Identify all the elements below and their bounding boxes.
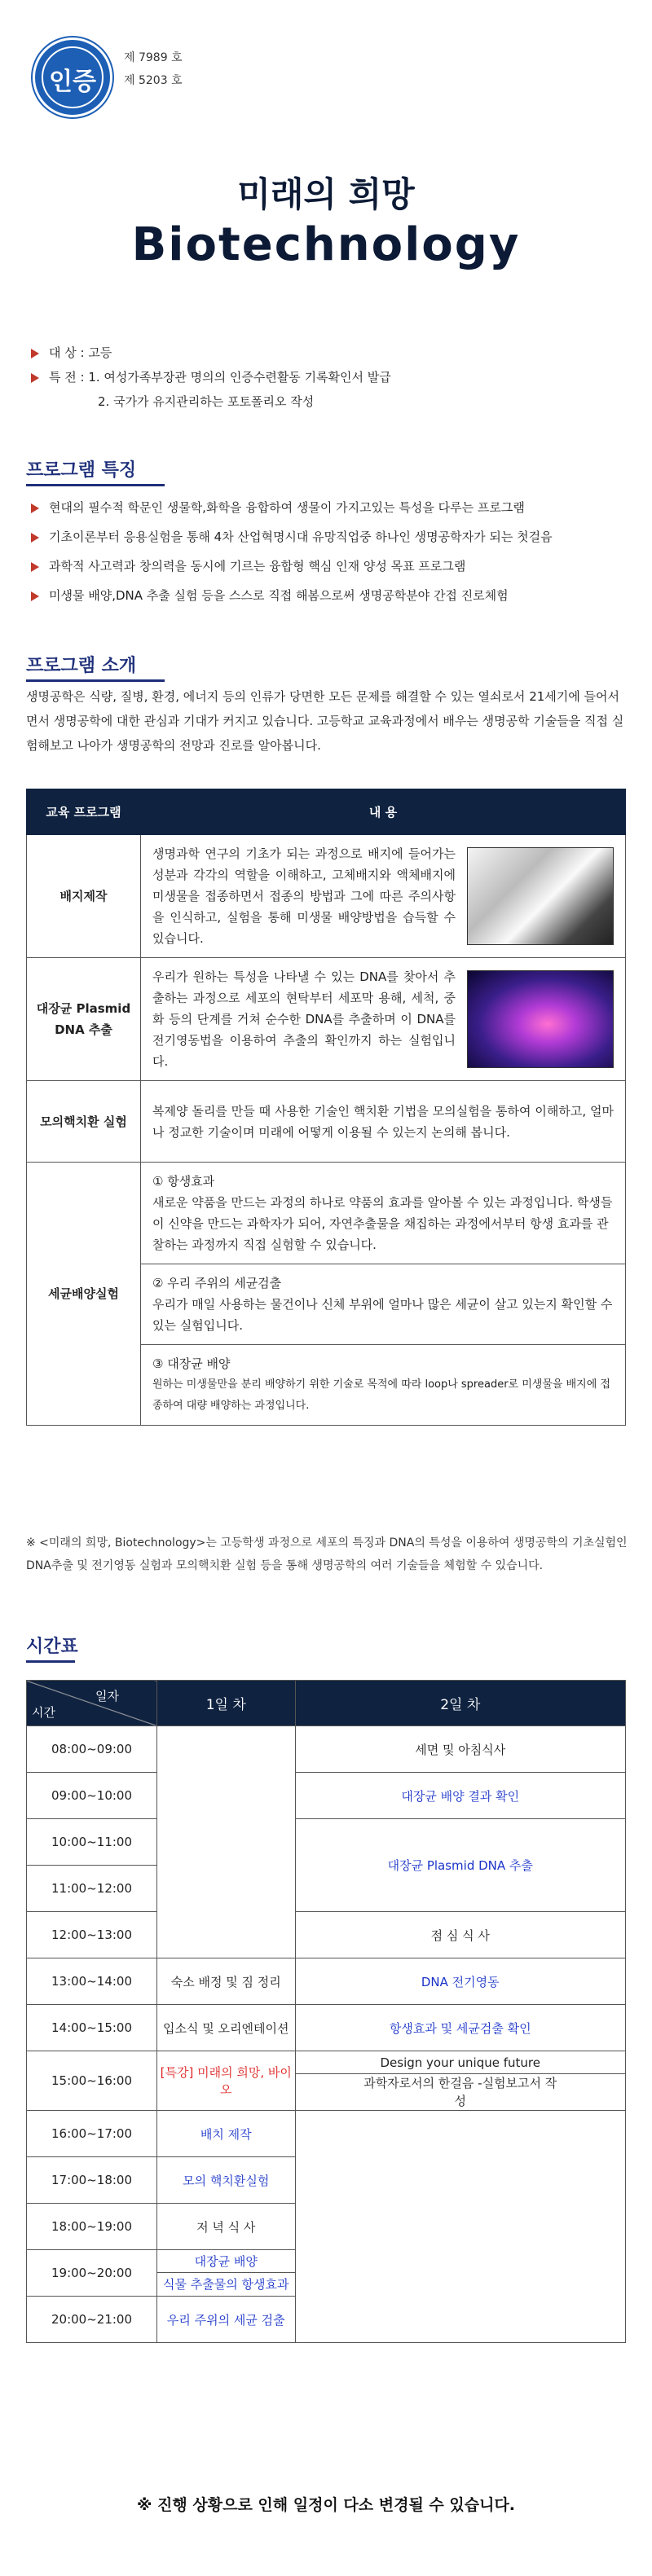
day2-lunch: 점 심 식 사 xyxy=(295,1912,626,1958)
time-cell: 10:00~11:00 xyxy=(27,1819,157,1866)
sub-program xyxy=(141,1163,625,1264)
program-name: 모의핵치환 실험 xyxy=(27,1081,141,1163)
program-name: 대장균 Plasmid DNA 추출 xyxy=(27,958,141,1081)
bullet-triangle-icon xyxy=(31,349,39,358)
schedule-table xyxy=(26,1680,626,2343)
schedule-corner: 일자 시간 xyxy=(27,1681,157,1726)
table-row xyxy=(27,1773,626,1819)
day1-arrival: 숙소 배정 및 짐 정리 xyxy=(157,1958,296,2005)
cert-number-2: 제 5203 호 xyxy=(124,74,183,87)
time-cell: 18:00~19:00 xyxy=(27,2204,157,2250)
day2-empty xyxy=(295,2111,626,2343)
title-korean: 미래의 희망 xyxy=(237,174,415,214)
table-row xyxy=(27,958,626,1081)
sub-program-desc: 우리가 매일 사용하는 물건이나 신체 부위에 얼마나 많은 세균이 살고 있는지 확인할 수 있는 실험입니다. xyxy=(152,1297,613,1333)
bullet-triangle-icon xyxy=(31,562,39,572)
day1-bacteria: 우리 주위의 세균 검출 xyxy=(157,2297,296,2343)
feature-item: 현대의 필수적 학문인 생물학,화학을 융합하여 생물이 가지고있는 특성을 다루는 프로그램 xyxy=(31,499,525,516)
program-table xyxy=(26,789,626,1426)
sub-program-desc: 새로운 약품을 만드는 과정의 하나로 약품의 효과를 알아볼 수 있는 과정입니다. 학생들이 신약을 만드는 과학자가 되어, 자연추출물을 채집하는 과정에서부터 항생 효과를 관찰하는 과정까지 직접 실험할 수 있습니다. xyxy=(152,1195,613,1252)
table-row xyxy=(27,1912,626,1958)
table-row xyxy=(27,2051,626,2111)
table-row xyxy=(27,1958,626,2005)
electrophoresis-photo xyxy=(467,970,614,1068)
day1-nuclear: 모의 핵치환실험 xyxy=(157,2157,296,2204)
feature-item: 미생물 배양,DNA 추출 실험 등을 스스로 직접 해봄으로써 생명공학분야 간접 진로체험 xyxy=(31,587,509,604)
program-desc: 우리가 원하는 특성을 나타낼 수 있는 DNA를 찾아서 추출하는 과정으로 세포의 현탁부터 세포막 용해, 세척, 중화 등의 단계를 거쳐 순수한 DNA를 추출하며 이 DNA를 전기영동법을 이용하여 추출의 확인까지 하는 실험입니다. xyxy=(152,969,456,1069)
table-row xyxy=(27,1163,626,1426)
sub-program-desc: 원하는 미생물만을 분리 배양하기 위한 기술로 목적에 따라 loop나 spreader로 미생물을 배지에 접종하여 대량 배양하는 과정입니다. xyxy=(152,1378,610,1412)
day2-result: 대장균 배양 결과 확인 xyxy=(295,1773,626,1819)
table-row xyxy=(27,835,626,958)
program-name: 세균배양실험 xyxy=(27,1163,141,1426)
time-cell: 20:00~21:00 xyxy=(27,2297,157,2343)
feature-item: 기초이론부터 응용실험을 통해 4차 산업혁명시대 유망직업중 하나인 생명공학자가 되는 첫걸음 xyxy=(31,528,553,545)
day1-header: 1일 차 xyxy=(157,1681,296,1726)
day2-future: Design your unique future xyxy=(296,2051,626,2074)
sub-program-title: ① 항생효과 xyxy=(152,1174,215,1189)
day1-media: 배치 제작 xyxy=(157,2111,296,2157)
day2-header: 2일 차 xyxy=(295,1681,626,1726)
time-cell: 17:00~18:00 xyxy=(27,2157,157,2204)
features-heading: 프로그램 특징 xyxy=(26,456,136,481)
footer-note: ※ 진행 상황으로 인해 일정이 다소 변경될 수 있습니다. xyxy=(136,2496,516,2514)
day2-electro: DNA 전기영동 xyxy=(295,1958,626,2005)
sub-program xyxy=(141,1264,625,1345)
time-cell: 13:00~14:00 xyxy=(27,1958,157,2005)
time-cell: 19:00~20:00 xyxy=(27,2250,157,2297)
heading-underline xyxy=(26,1660,75,1663)
info-special-2: 2. 국가가 유지관리하는 포토폴리오 작성 xyxy=(98,394,315,409)
day2-report: 과학자로서의 한걸음 -실험보고서 작성 xyxy=(363,2076,557,2108)
table-row xyxy=(27,1819,626,1866)
feature-item: 과학적 사고력과 창의력을 동시에 기르는 융합형 핵심 인재 양성 목표 프로그램 xyxy=(31,557,465,574)
time-cell: 15:00~16:00 xyxy=(27,2051,157,2111)
intro-heading: 프로그램 소개 xyxy=(26,652,136,677)
day1-empty xyxy=(157,1726,296,1958)
sub-program xyxy=(141,1345,625,1425)
program-note: ※ <미래의 희망, Biotechnology>는 고등학생 과정으로 세포의 특징과 DNA의 특성을 이용하여 생명공학의 기초실험인 DNA추출 및 전기영동 실험과 모의핵치환 실험 등을 통해 생명공학의 여러 기술들을 체험할 수 있습니다. xyxy=(26,1536,628,1572)
time-cell: 08:00~09:00 xyxy=(27,1726,157,1773)
time-cell: 11:00~12:00 xyxy=(27,1866,157,1912)
table-row xyxy=(27,2111,626,2157)
day2-plasmid: 대장균 Plasmid DNA 추출 xyxy=(295,1819,626,1912)
day1-ecoli: 대장균 배양 xyxy=(157,2250,295,2273)
day1-orientation: 입소식 및 오리엔테이션 xyxy=(157,2005,296,2051)
sub-program-title: ② 우리 주위의 세균검출 xyxy=(152,1276,282,1290)
certification-logo xyxy=(33,37,112,117)
info-target: 대 상 : 고등 xyxy=(31,344,112,361)
lab-photo xyxy=(467,847,614,945)
bullet-triangle-icon xyxy=(31,533,39,543)
heading-underline xyxy=(26,679,165,682)
program-desc: 생명과학 연구의 기초가 되는 과정으로 배지에 들어가는 성분과 각각의 역할을 이해하고, 고체배지와 액체배지에 미생물을 접종하면서 접종의 방법과 그에 따른 주의사항을 인식하고, 실험을 통해 미생물 배양방법을 습득할 수 있습니다. xyxy=(152,846,456,946)
info-special-1: 특 전 : 1. 여성가족부장관 명의의 인증수련활동 기록확인서 발급 xyxy=(31,368,391,385)
program-header-name: 교육 프로그램 xyxy=(27,789,141,835)
schedule-heading: 시간표 xyxy=(26,1633,78,1658)
day2-wash: 세면 및 아침식사 xyxy=(295,1726,626,1773)
title-english: Biotechnology xyxy=(131,218,521,271)
bullet-triangle-icon xyxy=(31,503,39,513)
bullet-triangle-icon xyxy=(31,591,39,601)
day2-check: 항생효과 및 세균검출 확인 xyxy=(295,2005,626,2051)
table-row xyxy=(27,1081,626,1163)
program-name: 배지제작 xyxy=(27,835,141,958)
time-cell: 16:00~17:00 xyxy=(27,2111,157,2157)
program-header-content: 내 용 xyxy=(141,789,626,835)
time-cell: 09:00~10:00 xyxy=(27,1773,157,1819)
day1-dinner: 저 녁 식 사 xyxy=(157,2204,296,2250)
cert-number-1: 제 7989 호 xyxy=(124,51,183,64)
intro-text: 생명공학은 식량, 질병, 환경, 에너지 등의 인류가 당면한 모든 문제를 해결할 수 있는 열쇠로서 21세기에 들어서면서 생명공학에 대한 관심과 기대가 커지고 있습니다. 고등학교 교육과정에서 배우는 생명공학 기술들을 직접 실험해보고 나아가 생명공학의 전망과 진로를 알아봅니다. xyxy=(26,689,624,753)
day1-special: [특강] 미래의 희망, 바이오 xyxy=(157,2051,296,2111)
table-row xyxy=(27,2005,626,2051)
bullet-triangle-icon xyxy=(31,373,39,383)
program-desc: 복제양 돌리를 만들 때 사용한 기술인 핵치환 기법을 모의실험을 통하여 이해하고, 얼마나 정교한 기술이며 미래에 어떻게 이용될 수 있는지 논의해 봅니다. xyxy=(141,1081,626,1163)
logo-text: 인증 xyxy=(49,68,96,96)
heading-underline xyxy=(26,484,165,486)
day1-plant: 식물 추출물의 항생효과 xyxy=(163,2277,289,2292)
table-row xyxy=(27,1726,626,1773)
time-cell: 14:00~15:00 xyxy=(27,2005,157,2051)
time-cell: 12:00~13:00 xyxy=(27,1912,157,1958)
sub-program-title: ③ 대장균 배양 xyxy=(152,1356,231,1371)
